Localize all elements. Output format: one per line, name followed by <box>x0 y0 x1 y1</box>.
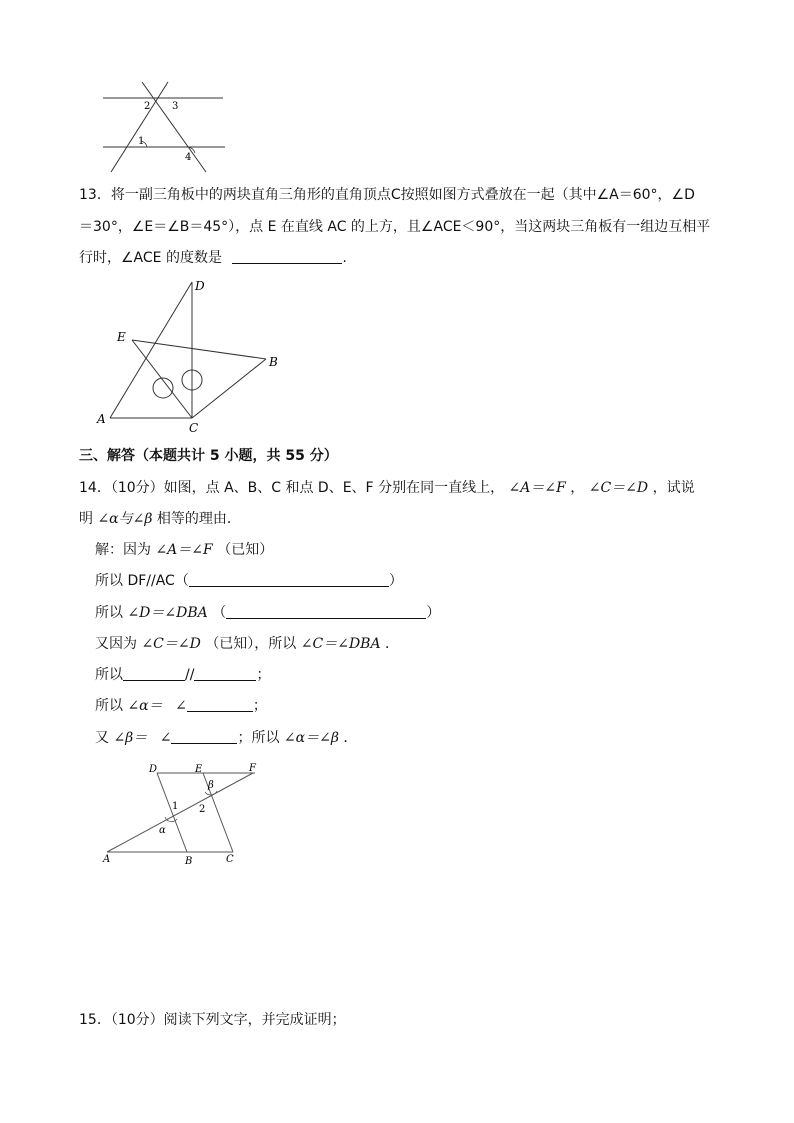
q14-line-2-prefix: 明 <box>79 511 93 527</box>
q14-step-4-math-2: ∠C＝∠DBA <box>300 636 381 652</box>
q14-step-5-prefix: 所以 <box>95 667 123 683</box>
q13-line-3-text: 行时，∠ACE 的度数是 <box>79 250 222 266</box>
q14-step-5-blank-1[interactable] <box>123 666 185 681</box>
q14-line-1-suffix: ，试说 <box>652 480 695 496</box>
section-3-title: 三、解答（本题共计 5 小题，共 55 分） <box>79 448 338 464</box>
q14-math-alpha-beta: ∠α与∠β <box>97 511 153 527</box>
q14-step-4-end: ． <box>385 636 400 652</box>
q14-step-7-angle: ∠ <box>159 730 172 746</box>
q14-step-1 <box>95 541 273 559</box>
q15-line-1: 15．（10分）阅读下列文字，并完成证明； <box>79 1012 346 1028</box>
q14-step-5-blank-2[interactable] <box>194 666 256 681</box>
angle-label-1: 1 <box>138 136 145 147</box>
q14-math-c-eq-d: ∠C＝∠D <box>588 480 649 496</box>
q14-step-6 <box>95 697 267 715</box>
q14-step-1-math: ∠A＝∠F <box>155 542 213 558</box>
q14-label-beta: β <box>208 780 214 791</box>
q14-label-angle-2: 2 <box>199 804 206 815</box>
q14-step-3 <box>95 604 440 622</box>
q14-math-a-eq-f: ∠A＝∠F <box>508 480 566 496</box>
q14-step-4 <box>95 635 399 653</box>
q13-line-1: 13．将一副三角板中的两块直角三角形的直角顶点C按照如图方式叠放在一起（其中∠A＝60°，∠D <box>79 187 695 203</box>
q14-step-6-prefix: 所以 <box>95 698 123 714</box>
q14-step-3-close: ） <box>426 605 441 621</box>
q14-line-2-suffix: 相等的理由． <box>156 511 241 527</box>
q13-line-2: ＝30°，∠E＝∠B＝45°），点 E 在直线 AC 的上方，且∠ACE＜90°，当这两块三角板有一组边互相平 <box>79 219 711 235</box>
q14-step-6-end: ； <box>252 698 267 714</box>
q14-step-1-suffix: （已知） <box>217 542 274 558</box>
vertex-label-c: C <box>189 421 199 435</box>
q14-step-6-math: ∠α＝ <box>127 698 163 714</box>
q14-step-5 <box>95 666 270 684</box>
vertex-label-d: D <box>195 279 205 293</box>
q14-label-f: F <box>249 763 256 774</box>
q14-step-7-mid: ；所以 <box>237 730 280 746</box>
q14-step-7-end: ． <box>343 730 358 746</box>
vertex-label-e: E <box>117 330 126 344</box>
q14-step-4-mid: （已知），所以 <box>205 636 297 652</box>
q14-label-a: A <box>103 854 111 865</box>
q14-step-1-prefix: 解：因为 <box>95 542 151 558</box>
q14-step-7 <box>95 729 357 747</box>
q14-step-5-end: ； <box>256 667 271 683</box>
q14-step-5-parallel: // <box>185 667 195 683</box>
q14-line-1-prefix: 14．（10分）如图，点 A、B、C 和点 D、E、F 分别在同一直线上， <box>79 480 505 496</box>
q14-label-d: D <box>149 764 158 775</box>
q14-step-2 <box>95 572 403 590</box>
angle-label-4: 4 <box>185 152 192 163</box>
vertex-label-a: A <box>97 412 106 426</box>
vertex-label-b: B <box>269 355 278 369</box>
q14-step-3-math: ∠D＝∠DBA <box>127 605 208 621</box>
q14-figure <box>95 757 270 872</box>
q14-step-7-math-2: ∠α＝∠β <box>283 730 339 746</box>
q14-step-3-prefix: 所以 <box>95 605 123 621</box>
angle-label-3: 3 <box>172 101 179 112</box>
q14-label-e: E <box>195 764 203 775</box>
q14-step-4-prefix: 又因为 <box>95 636 137 652</box>
angle-label-2: 2 <box>144 101 151 112</box>
q14-step-6-blank[interactable] <box>187 697 253 712</box>
q14-line-2 <box>79 510 241 528</box>
q14-step-3-open: （ <box>212 605 227 621</box>
q14-label-angle-1: 1 <box>172 801 179 812</box>
q13-line-3-end: . <box>342 250 347 266</box>
q14-line-1 <box>79 479 695 497</box>
q14-step-2-blank[interactable] <box>189 572 389 587</box>
q14-step-2-prefix: 所以 DF//AC（ <box>95 573 189 589</box>
q14-step-6-angle: ∠ <box>175 698 187 714</box>
q14-step-7-blank[interactable] <box>171 729 237 744</box>
parallel-lines-figure <box>95 80 235 180</box>
q14-step-2-suffix: ） <box>388 573 403 589</box>
q14-step-3-blank[interactable] <box>226 604 426 619</box>
q14-label-b: B <box>185 856 193 867</box>
set-squares-figure <box>95 276 295 436</box>
q14-step-7-math: ∠β＝ <box>113 730 148 746</box>
q14-label-alpha: α <box>159 825 166 836</box>
q13-answer-blank[interactable] <box>232 249 342 264</box>
q14-step-7-prefix: 又 <box>95 730 109 746</box>
q13-line-3 <box>79 249 347 267</box>
q14-step-4-math-1: ∠C＝∠D <box>141 636 201 652</box>
q14-line-1-sep: ， <box>570 480 585 496</box>
q14-label-c: C <box>226 854 234 865</box>
